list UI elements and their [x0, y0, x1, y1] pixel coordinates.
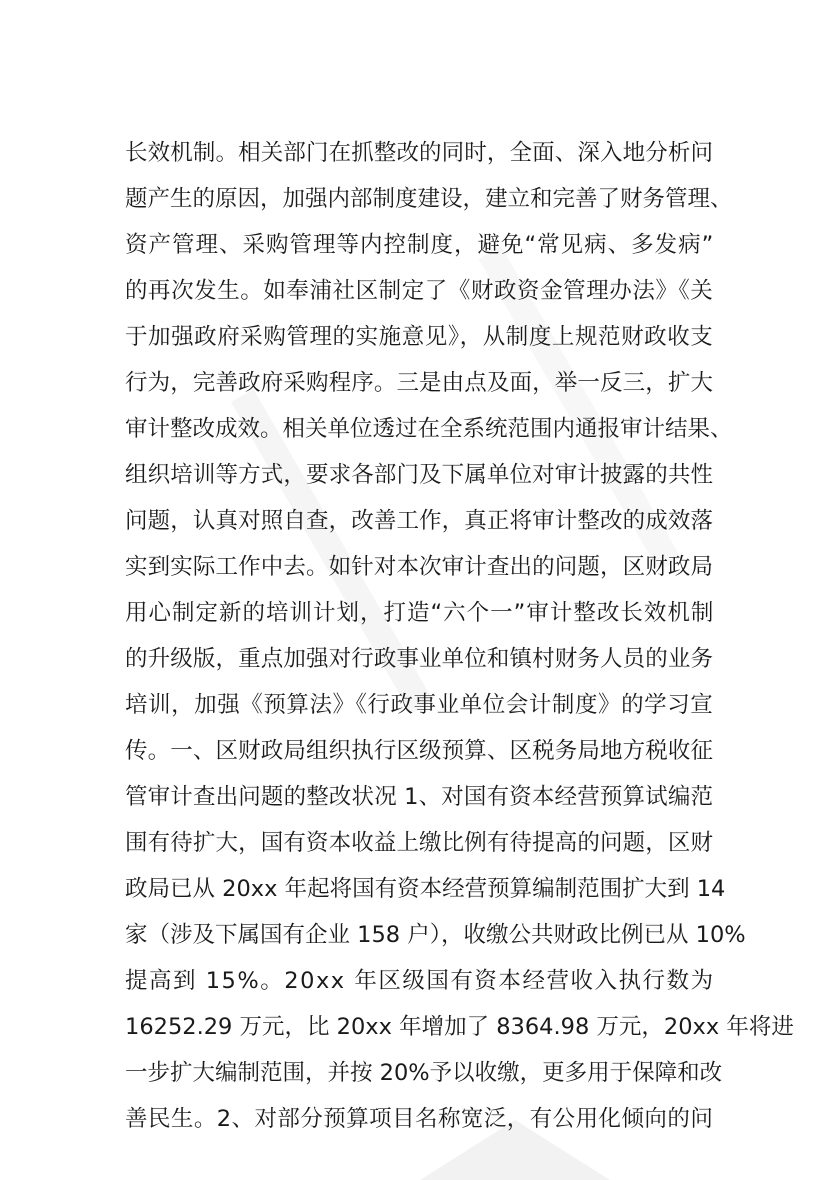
text-line: 围有待扩大，国有资本收益上缴比例有待提高的问题，区财 — [125, 830, 714, 856]
text-line: 于加强政府采购管理的实施意见》，从制度上规范财政收支 — [125, 324, 714, 350]
text-line: 审计整改成效。相关单位透过在全系统范围内通报审计结果、 — [125, 416, 733, 442]
text-line: 的再次发生。如奉浦社区制定了《财政资金管理办法》《关 — [125, 278, 714, 304]
text-line: 行为，完善政府采购程序。三是由点及面，举一反三，扩大 — [125, 370, 714, 396]
text-line: 一步扩大编制范围，并按 20%予以收缴，更多用于保障和改 — [125, 1060, 723, 1086]
document-body — [125, 132, 794, 1144]
text-line: 传。一、区财政局组织执行区级预算、区税务局地方税收征 — [125, 738, 714, 764]
text-line: 用心制定新的培训计划，打造“六个一”审计整改长效机制 — [125, 600, 715, 626]
text-line: 政局已从 20xx 年起将国有资本经营预算编制范围扩大到 14 — [125, 876, 726, 902]
text-line: 家（涉及下属国有企业 158 户），收缴公共财政比例已从 10% — [125, 922, 746, 948]
text-line: 题产生的原因，加强内部制度建设，建立和完善了财务管理、 — [125, 186, 733, 212]
text-line: 组织培训等方式，要求各部门及下属单位对审计披露的共性 — [125, 462, 714, 488]
text-line: 实到实际工作中去。如针对本次审计查出的问题，区财政局 — [125, 554, 714, 580]
text-line: 善民生。2、对部分预算项目名称宽泛，有公用化倾向的问 — [125, 1106, 714, 1132]
text-line: 管审计查出问题的整改状况 1、对国有资本经营预算试编范 — [125, 784, 714, 810]
text-line: 的升级版，重点加强对行政事业单位和镇村财务人员的业务 — [125, 646, 714, 672]
text-line: 提高到 15%。20xx 年区级国有资本经营收入执行数为 — [125, 968, 715, 994]
text-line: 培训，加强《预算法》《行政事业单位会计制度》的学习宣 — [125, 692, 714, 718]
text-line: 问题，认真对照自查，改善工作，真正将审计整改的成效落 — [125, 508, 714, 534]
text-line: 资产管理、采购管理等内控制度，避免“常见病、多发病” — [125, 232, 715, 258]
text-line: 16252.29 万元，比 20xx 年增加了 8364.98 万元，20xx 年将进 — [125, 1014, 794, 1040]
text-line: 长效机制。相关部门在抓整改的同时，全面、深入地分析问 — [125, 140, 714, 166]
